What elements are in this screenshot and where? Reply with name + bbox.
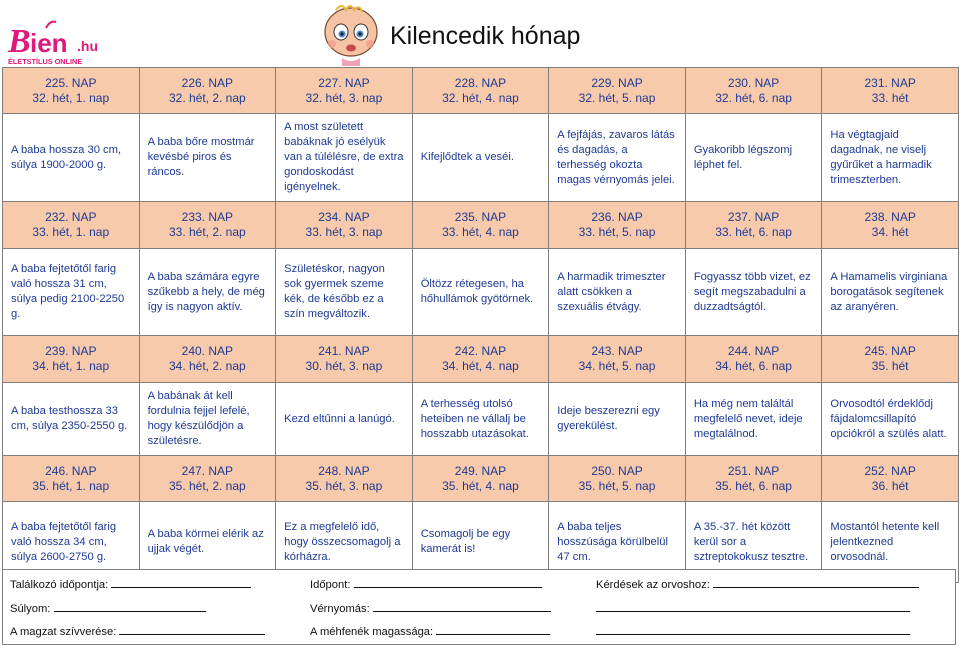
tip-text: A terhesség utolsó heteiben ne vállalj be hosszabb utazásokat. [420, 397, 529, 440]
day-cell [822, 456, 959, 502]
tip-text: Ideje beszerezni egy gyerekülést. [557, 405, 660, 432]
week-day-label: 30. hét, 3. nap [305, 359, 383, 373]
time-line [310, 576, 542, 591]
tip-cell [549, 249, 686, 336]
fundal-height-field[interactable] [436, 623, 550, 635]
tip-text: Születéskor, nagyon sok gyermek szeme kék, de később ez a szín megváltozik. [284, 263, 385, 320]
day-cell [3, 336, 140, 383]
week-day-label: 34. hét, 6. nap [715, 359, 792, 373]
tip-cell [276, 114, 413, 202]
day-number: 227. NAP [318, 75, 370, 90]
day-number: 247. NAP [181, 463, 234, 478]
tip-text: Mostantól hetente kell jelentkezned orvosodnál. [830, 520, 940, 563]
tip-cell [822, 114, 959, 202]
weight-label: Súlyom: [10, 603, 51, 615]
day-number: 225. NAP [45, 75, 97, 90]
day-number: 238. NAP [864, 210, 916, 224]
questions-field-2[interactable] [596, 600, 910, 612]
day-cell [3, 68, 140, 114]
day-number: 230. NAP [727, 75, 780, 90]
day-number: 246. NAP [45, 463, 97, 478]
tip-text: Ez a megfelelő idő, hogy összecsomagolj a kórházra. [284, 520, 401, 563]
day-number: 236. NAP [591, 210, 643, 224]
tip-text: A most született babáknak jó esélyük van a túlélésre, de extra gondoskodást igényelnek. [284, 121, 404, 193]
tip-text: Csomagolj be egy kamerát is! [420, 528, 511, 555]
day-cell [822, 202, 959, 249]
tip-cell [412, 249, 549, 336]
day-cell [412, 202, 549, 249]
day-cell [822, 336, 959, 383]
tip-text: Gyakoribb légszomj léphet fel. [693, 143, 793, 171]
svg-text:B: B [8, 23, 31, 60]
day-cell [276, 336, 413, 383]
day-cell [549, 68, 686, 114]
tip-cell [3, 249, 140, 336]
tip-cell [685, 249, 822, 336]
week-day-label: 36. hét [871, 478, 909, 493]
day-cell [685, 68, 822, 114]
day-cell [3, 456, 140, 502]
calendar-grid [2, 67, 959, 583]
baby-illustration [316, 2, 386, 66]
day-header-row [3, 456, 959, 502]
fetal-heartbeat-line [10, 623, 265, 638]
week-day-label: 34. hét, 1. nap [32, 359, 110, 373]
tip-cell [139, 114, 276, 202]
time-field[interactable] [354, 576, 542, 588]
tip-text: Fogyassz több vizet, ez segít megszabadulni a duzzadtságtól. [693, 270, 811, 313]
day-cell [139, 456, 276, 502]
day-number: 243. NAP [591, 344, 643, 358]
day-cell [822, 68, 959, 114]
tip-row [3, 383, 959, 456]
day-cell [685, 336, 822, 383]
tip-text: A Hamamelis virginiana borogatások segítenek az aranyéren. [830, 270, 948, 313]
fetal-heartbeat-field[interactable] [119, 623, 265, 635]
day-cell [139, 202, 276, 249]
svg-text:.hu: .hu [77, 38, 98, 54]
tip-text: A babának át kell fordulnia fejjel lefelé, hogy készülődjön a születésre. [147, 390, 250, 447]
tip-cell [822, 383, 959, 456]
day-header-row [3, 336, 959, 383]
day-number: 226. NAP [181, 75, 234, 90]
tip-cell [276, 383, 413, 456]
week-day-label: 35. hét, 1. nap [32, 478, 110, 493]
week-day-label: 33. hét [871, 90, 909, 105]
tip-text: Ha végtagjaid dagadnak, ne viselj gyűrűket a harmadik trimeszterben. [830, 128, 932, 186]
tip-cell [139, 249, 276, 336]
week-day-label: 32. hét, 6. nap [715, 90, 792, 105]
tip-row [3, 114, 959, 202]
day-number: 242. NAP [454, 344, 507, 358]
day-cell [139, 68, 276, 114]
tip-text: Orvosodtól érdeklődj fájdalomcsillapító opciókról a szülés alatt. [830, 397, 947, 440]
day-number: 233. NAP [181, 210, 234, 224]
questions-field[interactable] [713, 576, 919, 588]
week-day-label: 33. hét, 6. nap [715, 225, 792, 239]
tip-text: A baba fejtetőtől farig való hossza 34 cm, súlya 2600-2750 g. [11, 520, 117, 563]
day-number: 231. NAP [864, 75, 916, 90]
tip-text: A fejfájás, zavaros látás és dagadás, a terhesség okozta magas vérnyomás jelei. [557, 128, 675, 186]
day-number: 234. NAP [318, 210, 370, 224]
day-cell [549, 202, 686, 249]
week-day-label: 35. hét, 3. nap [305, 478, 383, 493]
week-day-label: 35. hét, 4. nap [442, 478, 519, 493]
tip-cell [3, 114, 140, 202]
tip-cell [276, 249, 413, 336]
day-number: 229. NAP [591, 75, 643, 90]
week-day-label: 35. hét, 5. nap [578, 478, 656, 493]
week-day-label: 33. hét, 3. nap [305, 225, 383, 239]
day-cell [276, 68, 413, 114]
tip-cell [549, 114, 686, 202]
week-day-label: 35. hét [871, 359, 909, 373]
day-number: 245. NAP [864, 344, 916, 358]
tip-text: Kifejlődtek a veséi. [420, 151, 514, 163]
questions-line-3 [596, 623, 910, 638]
weight-field[interactable] [54, 600, 206, 612]
tip-text: A baba bőre mostmár kevésbé piros és ráncos. [147, 136, 255, 178]
tip-text: A harmadik trimeszter alatt csökken a szexuális étvágy. [557, 270, 666, 313]
day-number: 248. NAP [318, 463, 370, 478]
week-day-label: 32. hét, 5. nap [578, 90, 656, 105]
day-cell [685, 456, 822, 502]
tip-text: A baba testhossza 33 cm, súlya 2350-2550 g. [11, 405, 128, 432]
day-number: 244. NAP [727, 344, 780, 358]
week-day-label: 33. hét, 4. nap [442, 225, 519, 239]
day-number: 251. NAP [727, 463, 780, 478]
appointment-time-field[interactable] [111, 576, 251, 588]
day-cell [412, 68, 549, 114]
appointment-time-line [10, 576, 251, 591]
day-number: 235. NAP [454, 210, 507, 224]
week-day-label: 32. hét, 1. nap [32, 90, 110, 105]
fetal-heartbeat-label: A magzat szívverése: [10, 626, 117, 638]
day-cell [3, 202, 140, 249]
questions-line [596, 576, 919, 591]
tip-cell [685, 114, 822, 202]
week-day-label: 33. hét, 2. nap [168, 225, 246, 239]
day-number: 237. NAP [727, 210, 780, 224]
fundal-height-label: A méhfenék magassága: [310, 626, 434, 638]
week-day-label: 33. hét, 5. nap [578, 225, 656, 239]
tip-text: A baba hossza 30 cm, súlya 1900-2000 g. [11, 143, 122, 171]
day-header-row [3, 202, 959, 249]
week-day-label: 34. hét [871, 225, 909, 239]
week-day-label: 34. hét, 4. nap [442, 359, 519, 373]
day-cell [549, 336, 686, 383]
weight-line [10, 600, 206, 615]
tip-cell [549, 383, 686, 456]
tip-cell [412, 114, 549, 202]
week-day-label: 35. hét, 2. nap [168, 478, 246, 493]
fundal-height-line [310, 623, 550, 638]
week-day-label: 33. hét, 1. nap [32, 225, 110, 239]
day-header-row [3, 68, 959, 114]
day-cell [139, 336, 276, 383]
tip-cell [685, 383, 822, 456]
svg-text:ÉLETSTÍLUS ONLINE: ÉLETSTÍLUS ONLINE [8, 57, 83, 66]
day-number: 241. NAP [318, 344, 370, 358]
tip-cell [412, 383, 549, 456]
week-day-label: 34. hét, 5. nap [578, 359, 656, 373]
week-day-label: 32. hét, 3. nap [305, 90, 383, 105]
day-number: 228. NAP [454, 75, 507, 90]
blood-pressure-label: Vérnyomás: [310, 603, 370, 615]
page-title: Kilencedik hónap [390, 22, 581, 50]
appointment-time-label: Találkozó időpontja: [10, 579, 109, 591]
tip-text: A 35.-37. hét között kerül sor a sztreptokokusz tesztre. [693, 520, 809, 563]
day-cell [685, 202, 822, 249]
svg-text:ien: ien [30, 28, 68, 58]
day-number: 239. NAP [45, 344, 97, 358]
bien-logo [6, 18, 116, 68]
time-label: Időpont: [310, 579, 351, 591]
week-day-label: 34. hét, 2. nap [168, 359, 246, 373]
appointment-form [2, 569, 956, 645]
blood-pressure-line [310, 600, 551, 615]
tip-text: A baba fejtetőtől farig való hossza 31 cm, súlya pedig 2100-2250 g. [11, 263, 125, 320]
tip-cell [3, 383, 140, 456]
week-day-label: 35. hét, 6. nap [715, 478, 792, 493]
blood-pressure-field[interactable] [373, 600, 551, 612]
page-header [0, 0, 960, 66]
tip-text: A baba számára egyre szűkebb a hely, de még így is nagyon aktív. [147, 270, 265, 313]
day-cell [412, 456, 549, 502]
day-cell [276, 456, 413, 502]
day-cell [549, 456, 686, 502]
day-number: 252. NAP [864, 463, 916, 478]
week-day-label: 32. hét, 2. nap [168, 90, 246, 105]
day-cell [276, 202, 413, 249]
tip-text: Kezd eltűnni a lanúgó. [284, 412, 395, 425]
day-cell [412, 336, 549, 383]
week-day-label: 32. hét, 4. nap [442, 90, 519, 105]
questions-label: Kérdések az orvoshoz: [596, 579, 710, 591]
questions-line-2 [596, 600, 910, 615]
tip-row [3, 249, 959, 336]
day-number: 240. NAP [181, 344, 234, 358]
questions-field-3[interactable] [596, 623, 910, 635]
tip-cell [822, 249, 959, 336]
tip-text: Öltözz rétegesen, ha hőhullámok gyötörnek. [420, 278, 534, 305]
day-number: 232. NAP [45, 210, 97, 224]
tip-cell [139, 383, 276, 456]
day-number: 249. NAP [454, 463, 507, 478]
day-number: 250. NAP [591, 463, 643, 478]
tip-text: Ha még nem találtál megfelelő nevet, ideje megtalálnod. [693, 397, 803, 440]
tip-text: A baba körmei elérik az ujjak végét. [147, 528, 264, 555]
tip-text: A baba teljes hosszúsága körülbelül 47 cm. [557, 520, 668, 563]
